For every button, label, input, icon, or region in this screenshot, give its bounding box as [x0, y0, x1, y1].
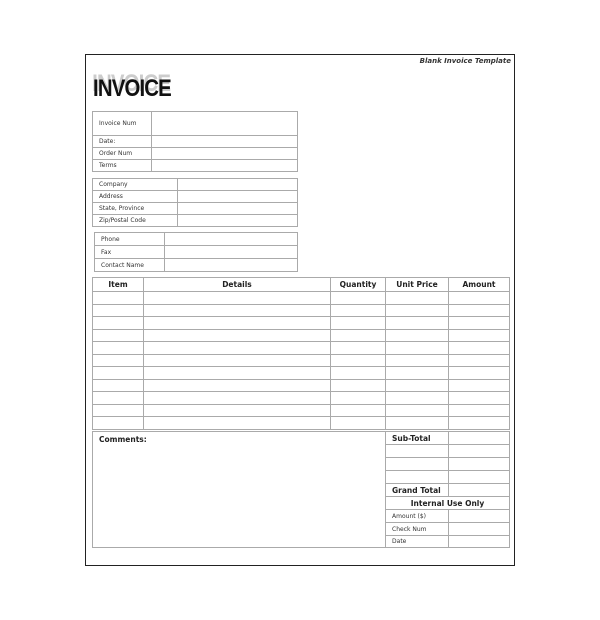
date-label: Date:	[93, 136, 152, 148]
company-info-table	[92, 178, 298, 227]
table-row	[93, 317, 510, 330]
quantity-cell[interactable]	[331, 342, 386, 355]
amount-cell[interactable]	[449, 304, 510, 317]
details-cell[interactable]	[144, 417, 331, 430]
invoice-page	[85, 54, 515, 566]
unit-price-cell[interactable]	[386, 417, 449, 430]
invoice-title: INVOICE	[93, 75, 171, 102]
contact-name-field[interactable]	[165, 259, 298, 272]
subtotal-field[interactable]	[449, 432, 510, 445]
internal-use-label: Internal Use Only	[386, 497, 510, 510]
details-cell[interactable]	[144, 292, 331, 305]
header-quantity: Quantity	[331, 278, 386, 292]
unit-price-cell[interactable]	[386, 367, 449, 380]
zip-label: Zip/Postal Code	[93, 215, 178, 227]
extra-field-2[interactable]	[449, 458, 510, 471]
state-field[interactable]	[178, 203, 298, 215]
unit-price-cell[interactable]	[386, 342, 449, 355]
order-num-field[interactable]	[152, 148, 298, 160]
grand-total-label: Grand Total	[386, 484, 449, 497]
item-cell[interactable]	[93, 367, 144, 380]
fax-label: Fax	[95, 246, 165, 259]
item-cell[interactable]	[93, 342, 144, 355]
unit-price-cell[interactable]	[386, 354, 449, 367]
address-label: Address	[93, 191, 178, 203]
amount-field[interactable]	[449, 510, 510, 523]
order-num-label: Order Num	[93, 148, 152, 160]
quantity-cell[interactable]	[331, 404, 386, 417]
check-num-field[interactable]	[449, 523, 510, 536]
extra-label-1[interactable]	[386, 445, 449, 458]
item-cell[interactable]	[93, 292, 144, 305]
unit-price-cell[interactable]	[386, 317, 449, 330]
details-cell[interactable]	[144, 304, 331, 317]
amount-cell[interactable]	[449, 367, 510, 380]
amount-cell[interactable]	[449, 404, 510, 417]
address-field[interactable]	[178, 191, 298, 203]
extra-field-3[interactable]	[449, 471, 510, 484]
quantity-cell[interactable]	[331, 329, 386, 342]
quantity-cell[interactable]	[331, 379, 386, 392]
unit-price-cell[interactable]	[386, 292, 449, 305]
header-item: Item	[93, 278, 144, 292]
amount-label: Amount ($)	[386, 510, 449, 523]
item-cell[interactable]	[93, 392, 144, 405]
item-cell[interactable]	[93, 417, 144, 430]
date-paid-field[interactable]	[449, 536, 510, 548]
table-row	[93, 342, 510, 355]
table-row	[93, 417, 510, 430]
date-field[interactable]	[152, 136, 298, 148]
item-cell[interactable]	[93, 317, 144, 330]
unit-price-cell[interactable]	[386, 304, 449, 317]
item-cell[interactable]	[93, 304, 144, 317]
details-cell[interactable]	[144, 317, 331, 330]
quantity-cell[interactable]	[331, 304, 386, 317]
details-cell[interactable]	[144, 367, 331, 380]
amount-cell[interactable]	[449, 354, 510, 367]
date-paid-label: Date	[386, 536, 449, 548]
amount-cell[interactable]	[449, 329, 510, 342]
zip-field[interactable]	[178, 215, 298, 227]
amount-cell[interactable]	[449, 292, 510, 305]
state-label: State, Province	[93, 203, 178, 215]
extra-label-2[interactable]	[386, 458, 449, 471]
header-amount: Amount	[449, 278, 510, 292]
contact-name-label: Contact Name	[95, 259, 165, 272]
invoice-info-table	[92, 111, 298, 172]
check-num-label: Check Num	[386, 523, 449, 536]
table-row	[93, 354, 510, 367]
quantity-cell[interactable]	[331, 392, 386, 405]
comments-area[interactable]	[93, 432, 386, 548]
fax-field[interactable]	[165, 246, 298, 259]
terms-field[interactable]	[152, 160, 298, 172]
amount-cell[interactable]	[449, 417, 510, 430]
amount-cell[interactable]	[449, 342, 510, 355]
invoice-num-label: Invoice Num	[93, 112, 152, 136]
quantity-cell[interactable]	[331, 317, 386, 330]
template-label: Blank Invoice Template	[419, 57, 511, 65]
details-cell[interactable]	[144, 329, 331, 342]
table-row	[93, 367, 510, 380]
unit-price-cell[interactable]	[386, 392, 449, 405]
details-cell[interactable]	[144, 379, 331, 392]
comments-label: Comments:	[99, 435, 147, 444]
item-cell[interactable]	[93, 379, 144, 392]
item-cell[interactable]	[93, 404, 144, 417]
details-cell[interactable]	[144, 354, 331, 367]
quantity-cell[interactable]	[331, 367, 386, 380]
quantity-cell[interactable]	[331, 354, 386, 367]
table-row	[93, 404, 510, 417]
item-cell[interactable]	[93, 329, 144, 342]
unit-price-cell[interactable]	[386, 379, 449, 392]
header-unit-price: Unit Price	[386, 278, 449, 292]
terms-label: Terms	[93, 160, 152, 172]
amount-cell[interactable]	[449, 392, 510, 405]
quantity-cell[interactable]	[331, 292, 386, 305]
grand-total-field[interactable]	[449, 484, 510, 497]
table-row	[93, 392, 510, 405]
phone-label: Phone	[95, 233, 165, 246]
quantity-cell[interactable]	[331, 417, 386, 430]
extra-field-1[interactable]	[449, 445, 510, 458]
contact-info-table	[94, 232, 298, 272]
details-cell[interactable]	[144, 342, 331, 355]
totals-table	[92, 431, 510, 548]
item-cell[interactable]	[93, 354, 144, 367]
subtotal-label: Sub-Total	[386, 432, 449, 445]
items-table	[92, 277, 510, 430]
table-row	[93, 329, 510, 342]
invoice-num-field[interactable]	[152, 112, 298, 136]
company-label: Company	[93, 179, 178, 191]
header-details: Details	[144, 278, 331, 292]
extra-label-3[interactable]	[386, 471, 449, 484]
amount-cell[interactable]	[449, 379, 510, 392]
unit-price-cell[interactable]	[386, 404, 449, 417]
table-row	[93, 379, 510, 392]
phone-field[interactable]	[165, 233, 298, 246]
amount-cell[interactable]	[449, 317, 510, 330]
table-row	[93, 304, 510, 317]
unit-price-cell[interactable]	[386, 329, 449, 342]
details-cell[interactable]	[144, 392, 331, 405]
company-field[interactable]	[178, 179, 298, 191]
details-cell[interactable]	[144, 404, 331, 417]
table-row	[93, 292, 510, 305]
